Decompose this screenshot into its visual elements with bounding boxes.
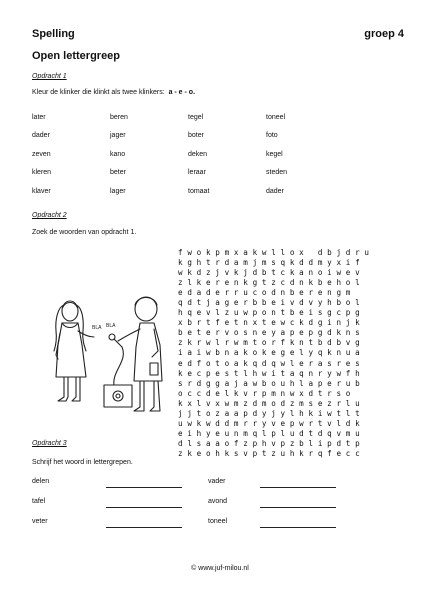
speech-bubble-1: BLA: [92, 325, 102, 331]
word-search-row: dlsaaofzphvpzblipdtp: [178, 439, 365, 449]
word-list-row: [32, 108, 352, 127]
assignment1-instruction: [32, 89, 195, 96]
assignment3-heading: Opdracht 3: [32, 440, 67, 447]
word-item: dader: [32, 132, 50, 140]
answer-line[interactable]: [260, 527, 336, 528]
syllable-word: veter: [32, 518, 48, 525]
footer-credit: © www.juf-milou.nl: [191, 565, 249, 572]
grade-label: groep 4: [364, 28, 404, 40]
assignment2-instruction: Zoek de woorden van opdracht 1.: [32, 229, 137, 236]
word-search-row: kghtrdamjmsqkddmyxif: [178, 257, 365, 267]
assignment1-instruction-text: Kleur de klinker die klinkt als twee klinkers:: [32, 89, 165, 96]
word-search-row: uwkwddmrryvepwrtvldk: [178, 419, 365, 429]
assignment1-vowels: a - e - o.: [168, 89, 196, 96]
word-search-row: fwokpmxakwllox dbjdru: [178, 247, 374, 257]
word-item: tegel: [188, 113, 204, 121]
word-item: lager: [110, 187, 126, 195]
word-search-row: kxlvxwmzdmodzmsezrlu: [178, 398, 365, 408]
word-search-grid: [178, 247, 374, 459]
children-illustration: [42, 285, 172, 420]
word-item: kleren: [32, 169, 52, 177]
subject-label: Spelling: [32, 28, 75, 40]
word-item: beter: [110, 169, 126, 177]
word-search-row: srdggajawbouhlaperub: [178, 378, 365, 388]
word-item: tomaat: [188, 187, 210, 195]
assignment2-heading: Opdracht 2: [32, 212, 67, 219]
syllable-row: [32, 518, 352, 532]
word-list-row: [32, 145, 352, 164]
word-list-row: [32, 127, 352, 146]
syllable-word: toneel: [208, 518, 228, 525]
word-search-row: occdelkvrpmnwxdtrso: [178, 388, 356, 398]
word-search-row: zkrwlrwmtorfkntbdbvg: [178, 338, 365, 348]
word-search-row: iaiwbnakokegelyqknua: [178, 348, 365, 358]
syllable-row: [32, 498, 352, 512]
word-search-row: eihyeunmqlpludtdqvmu: [178, 429, 365, 439]
answer-line[interactable]: [106, 487, 182, 488]
word-search-row: qdtjagerbbeivdvyhbol: [178, 298, 365, 308]
word-item: later: [32, 113, 46, 121]
word-item: jager: [110, 132, 126, 140]
word-item: toneel: [266, 113, 286, 121]
word-item: klaver: [32, 187, 51, 195]
word-search-row: xbrtfetnxtewckdginjk: [178, 318, 365, 328]
word-search-row: zkeohksvptzuhkrqfecc: [178, 449, 365, 459]
word-list-row: [32, 182, 352, 201]
word-item: steden: [266, 169, 288, 177]
speech-bubble-2: BLA: [106, 323, 116, 329]
answer-line[interactable]: [106, 527, 182, 528]
syllable-word: vader: [208, 478, 226, 485]
answer-line[interactable]: [260, 487, 336, 488]
assignment3-instruction: Schrijf het woord in lettergrepen.: [32, 459, 133, 466]
word-item: foto: [266, 132, 278, 140]
answer-line[interactable]: [260, 507, 336, 508]
word-search-row: wkdzjvkjdbtckanoiwev: [178, 267, 365, 277]
answer-line[interactable]: [106, 507, 182, 508]
word-item: beren: [110, 113, 128, 121]
word-search-row: hqevlzuwpontbeisgcpg: [178, 308, 365, 318]
word-search-row: betervosneyapepgdkns: [178, 328, 365, 338]
syllable-row: [32, 478, 352, 492]
word-item: dader: [266, 187, 284, 195]
word-item: kegel: [266, 150, 283, 158]
word-list-row: [32, 164, 352, 183]
worksheet-title: Open lettergreep: [32, 50, 121, 62]
word-search-row: edaderrucodnberengm: [178, 287, 356, 297]
syllable-word: delen: [32, 478, 50, 485]
word-item: boter: [188, 132, 204, 140]
word-item: zeven: [32, 150, 51, 158]
word-item: kano: [110, 150, 126, 158]
syllable-word: avond: [208, 498, 228, 505]
word-search-row: jjtozaapdyjylhkiwtlt: [178, 409, 365, 419]
word-search-row: zlkerenkgtzcdnkbehol: [178, 277, 365, 287]
word-list-grid: [32, 108, 352, 201]
word-search-row: edfotoakqdqwlerasres: [178, 358, 365, 368]
word-item: deken: [188, 150, 208, 158]
word-item: leraar: [188, 169, 206, 177]
syllable-word: tafel: [32, 498, 46, 505]
assignment1-heading: Opdracht 1: [32, 73, 67, 80]
word-search-row: kecpestlhwitaqnrywfh: [178, 368, 365, 378]
